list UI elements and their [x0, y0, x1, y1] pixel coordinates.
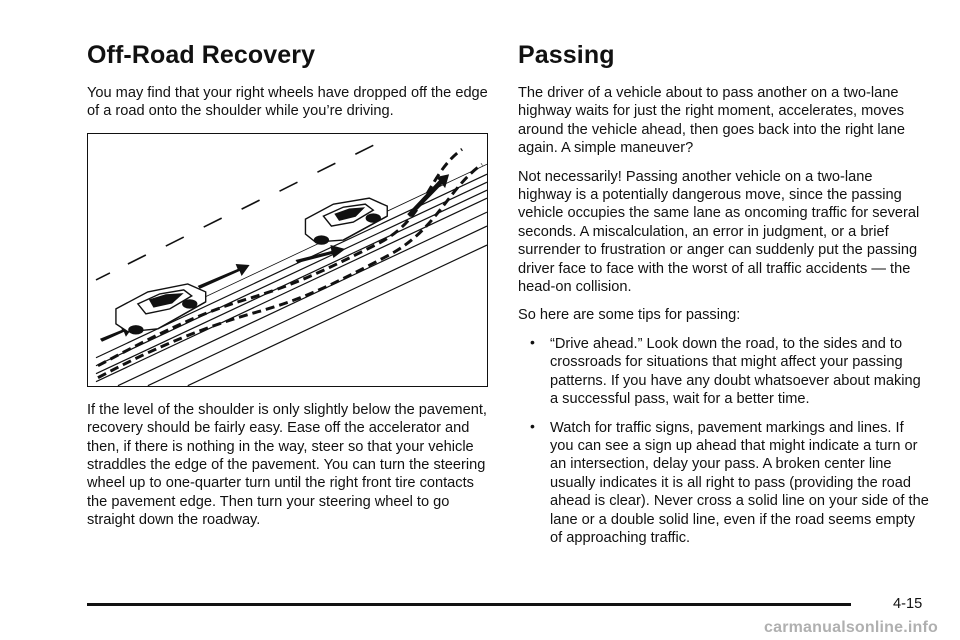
off-road-body-paragraph: If the level of the shoulder is only slightly below the pavement, recovery should be fairly easy. Ease off the accelerator and then, if there is nothing in the way, steer so that your vehicle straddles the edge of the pavement. You can turn the steering wheel up to one-quarter turn until the right front tire contacts the pavement edge. Then turn your steering wheel to go straight down the roadway. — [87, 401, 487, 529]
bullet-icon: • — [530, 417, 535, 434]
wheel-path-dashed — [98, 149, 462, 365]
right-column — [518, 40, 930, 557]
passing-heading: Passing — [518, 41, 615, 69]
list-item — [530, 333, 930, 409]
car-rear-icon — [116, 284, 206, 334]
passing-paragraph-1: The driver of a vehicle about to pass another on a two-lane highway waits for just the right moment, accelerates, moves around the vehicle ahead, then goes back into the right lane again. A simple maneuver? — [518, 85, 906, 157]
left-column — [87, 40, 497, 540]
off-road-intro-paragraph: You may find that your right wheels have dropped off the edge of a road onto the shoulder while you’re driving. — [87, 85, 488, 120]
car-front-icon — [305, 198, 387, 244]
page-number: 4-15 — [893, 596, 923, 612]
passing-paragraph-2: Not necessarily! Passing another vehicle on a two-lane highway is a potentially dangerous move, since the passing vehicle occupies the same lane as oncoming traffic for several seconds. A miscalculation, an error in judgment, or a brief surrender to frustration or anger can suddenly put the passing driver face to face with the worst of all traffic accidents — the head-on collision. — [518, 168, 920, 296]
list-item — [530, 417, 930, 548]
off-road-recovery-heading: Off-Road Recovery — [87, 41, 316, 69]
footer-rule — [87, 603, 851, 606]
passing-tips-list — [518, 335, 930, 547]
off-road-recovery-illustration — [87, 133, 488, 387]
tip-text: “Drive ahead.” Look down the road, to the sides and to crossroads for situations that might affect your passing patterns. If you have any doubt whatsoever about making a successful pass, wait for a better time. — [550, 335, 921, 408]
bullet-icon: • — [530, 333, 535, 350]
tip-text: Watch for traffic signs, pavement markings and lines. If you can see a sign up ahead that might indicate a turn or an intersection, delay your pass. A broken center line usually indicates it is all right to pass (providing the road ahead is clear). Never cross a solid line on your side of the lane or a double solid line, even if the road seems empty of approaching traffic. — [550, 419, 929, 546]
passing-paragraph-3: So here are some tips for passing: — [518, 307, 741, 324]
watermark-text: carmanualsonline.info — [764, 619, 939, 636]
